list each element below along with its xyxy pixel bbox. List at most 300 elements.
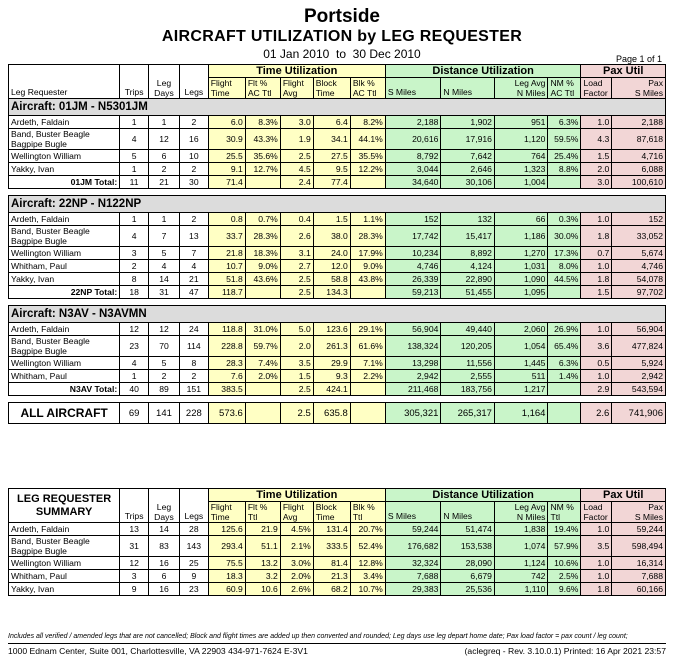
- cell: [350, 383, 385, 396]
- cell: 134.3: [313, 286, 350, 299]
- cell: 13.2: [245, 557, 280, 570]
- requester-row: [9, 273, 666, 286]
- cell: 1,074: [494, 536, 548, 557]
- footer-divider: [8, 643, 666, 644]
- cell: 15,417: [441, 226, 495, 247]
- cell: 11: [120, 176, 149, 189]
- cell: 2: [179, 116, 208, 129]
- page-number: Page 1 of 1: [615, 54, 662, 64]
- cell: 69: [120, 403, 149, 424]
- summary-col-flight-time: Flight Time: [208, 502, 245, 523]
- cell: 1,120: [494, 129, 548, 150]
- cell: 7: [149, 226, 180, 247]
- cell: [350, 286, 385, 299]
- summary-col-nm-pct: NM % Ttl: [548, 502, 581, 523]
- col-flt-pct: Flt % AC Ttl: [245, 78, 280, 99]
- col-nm-pct: NM % AC Ttl: [548, 78, 581, 99]
- cell: 10.6%: [548, 557, 581, 570]
- cell: 52.4%: [350, 536, 385, 557]
- cell: 51.1: [245, 536, 280, 557]
- cell: 87,618: [612, 129, 666, 150]
- cell: 9.1: [208, 163, 245, 176]
- cell: 333.5: [313, 536, 350, 557]
- aircraft-label: Aircraft: 01JM - N5301JM: [9, 99, 666, 116]
- cell: 17.3%: [548, 247, 581, 260]
- cell: 43.3%: [245, 129, 280, 150]
- cell: 0.5: [581, 357, 612, 370]
- requester-row: [9, 226, 666, 247]
- row-label: Wellington William: [9, 357, 120, 370]
- cell: 2,942: [385, 370, 441, 383]
- aircraft-total-row: [9, 383, 666, 396]
- cell: 6.0: [208, 116, 245, 129]
- cell: 1.0: [581, 523, 612, 536]
- requester-row: [9, 357, 666, 370]
- cell: 6,679: [441, 570, 495, 583]
- summary-col-legs: Legs: [179, 489, 208, 523]
- cell: 1.5: [313, 213, 350, 226]
- all-aircraft-row: [9, 403, 666, 424]
- cell: 22,890: [441, 273, 495, 286]
- cell: 4,746: [385, 260, 441, 273]
- row-label: Wellington William: [9, 247, 120, 260]
- cell: 34.1: [313, 129, 350, 150]
- cell: 51,474: [441, 523, 495, 536]
- summary-title: LEG REQUESTER SUMMARY: [9, 489, 120, 523]
- cell: 3: [120, 247, 149, 260]
- cell: 97,702: [612, 286, 666, 299]
- cell: 33.7: [208, 226, 245, 247]
- cell: 1,270: [494, 247, 548, 260]
- cell: 10: [179, 150, 208, 163]
- cell: 68.2: [313, 583, 350, 596]
- summary-row: [9, 536, 666, 557]
- cell: 261.3: [313, 336, 350, 357]
- cell: 1,095: [494, 286, 548, 299]
- cell: 24: [179, 323, 208, 336]
- summary-group-pax: Pax Util: [581, 489, 666, 502]
- cell: 8: [120, 273, 149, 286]
- cell: 10.6: [245, 583, 280, 596]
- cell: 118.8: [208, 323, 245, 336]
- cell: 44.1%: [350, 129, 385, 150]
- row-label: ALL AIRCRAFT: [9, 403, 120, 424]
- summary-group-header-row: [9, 489, 666, 502]
- cell: 1.0: [581, 370, 612, 383]
- cell: 2.5%: [548, 570, 581, 583]
- cell: 3.5: [280, 357, 313, 370]
- cell: 118.7: [208, 286, 245, 299]
- date-to-label: to: [335, 47, 346, 61]
- cell: 54,078: [612, 273, 666, 286]
- summary-col-block-time: Block Time: [313, 502, 350, 523]
- row-label: 01JM Total:: [9, 176, 120, 189]
- cell: 8.0%: [548, 260, 581, 273]
- cell: 2.4: [280, 176, 313, 189]
- cell: 10.7: [208, 260, 245, 273]
- row-label: Ardeth, Faldain: [9, 523, 120, 536]
- cell: 2,555: [441, 370, 495, 383]
- cell: 3.6: [581, 336, 612, 357]
- col-leg-days: Leg Days: [149, 65, 180, 99]
- cell: 0.7%: [245, 213, 280, 226]
- cell: 3,044: [385, 163, 441, 176]
- cell: 2.2%: [350, 370, 385, 383]
- cell: 1,186: [494, 226, 548, 247]
- summary-col-flt-pct: Flt % Ttl: [245, 502, 280, 523]
- cell: 4,716: [612, 150, 666, 163]
- cell: 9.5: [313, 163, 350, 176]
- cell: 138,324: [385, 336, 441, 357]
- cell: 951: [494, 116, 548, 129]
- cell: 56,904: [385, 323, 441, 336]
- cell: 35.6%: [245, 150, 280, 163]
- row-label: Ardeth, Faldain: [9, 116, 120, 129]
- cell: 28.3: [208, 357, 245, 370]
- cell: 89: [149, 383, 180, 396]
- date-from: 01 Jan 2010: [263, 47, 330, 61]
- cell: 27.5: [313, 150, 350, 163]
- section-spacer: [9, 396, 666, 403]
- cell: 8,892: [441, 247, 495, 260]
- cell: 123.6: [313, 323, 350, 336]
- cell: 4: [120, 226, 149, 247]
- cell: 2.5: [280, 403, 313, 424]
- cell: 17,916: [441, 129, 495, 150]
- cell: 1,054: [494, 336, 548, 357]
- cell: 43.8%: [350, 273, 385, 286]
- cell: 2,188: [385, 116, 441, 129]
- cell: 18: [120, 286, 149, 299]
- cell: 7,688: [612, 570, 666, 583]
- report-title: AIRCRAFT UTILIZATION by LEG REQUESTER: [161, 28, 523, 45]
- cell: 25.4%: [548, 150, 581, 163]
- cell: 2.9: [581, 383, 612, 396]
- cell: 1.0: [581, 213, 612, 226]
- cell: 141: [149, 403, 180, 424]
- col-flight-avg: Flight Avg: [280, 78, 313, 99]
- cell: 1.0: [581, 570, 612, 583]
- cell: 6: [149, 570, 180, 583]
- cell: 4,746: [612, 260, 666, 273]
- cell: [245, 286, 280, 299]
- group-time: Time Utilization: [208, 65, 385, 78]
- row-label: Band, Buster Beagle Bagpipe Bugle: [9, 336, 120, 357]
- cell: 47: [179, 286, 208, 299]
- cell: 18.3%: [245, 247, 280, 260]
- cell: 6.3%: [548, 116, 581, 129]
- cell: 3: [120, 570, 149, 583]
- cell: 4: [120, 129, 149, 150]
- cell: 66: [494, 213, 548, 226]
- cell: 9: [179, 570, 208, 583]
- cell: 20,616: [385, 129, 441, 150]
- cell: 2,060: [494, 323, 548, 336]
- cell: 4.5: [280, 163, 313, 176]
- cell: 2.1%: [280, 536, 313, 557]
- summary-col-pax-smiles: Pax S Miles: [612, 502, 666, 523]
- cell: 1,031: [494, 260, 548, 273]
- cell: 51.8: [208, 273, 245, 286]
- cell: 33,052: [612, 226, 666, 247]
- cell: 31.0%: [245, 323, 280, 336]
- cell: 25.5: [208, 150, 245, 163]
- cell: 2.0: [280, 336, 313, 357]
- col-legs: Legs: [179, 65, 208, 99]
- cell: 2.5: [280, 383, 313, 396]
- cell: 4: [149, 260, 180, 273]
- cell: 5,674: [612, 247, 666, 260]
- row-label: Wellington William: [9, 557, 120, 570]
- cell: 7.4%: [245, 357, 280, 370]
- cell: 1: [120, 213, 149, 226]
- cell: 3.0: [581, 176, 612, 189]
- row-label: Whitham, Paul: [9, 370, 120, 383]
- cell: 23: [120, 336, 149, 357]
- summary-table: [8, 488, 666, 596]
- aircraft-total-row: [9, 286, 666, 299]
- cell: 183,756: [441, 383, 495, 396]
- cell: 3.0%: [280, 557, 313, 570]
- cell: 59.7%: [245, 336, 280, 357]
- cell: 13: [179, 226, 208, 247]
- cell: 511: [494, 370, 548, 383]
- aircraft-section-header: [9, 196, 666, 213]
- cell: 60,166: [612, 583, 666, 596]
- cell: 2,646: [441, 163, 495, 176]
- cell: 764: [494, 150, 548, 163]
- cell: 1,902: [441, 116, 495, 129]
- cell: 29.9: [313, 357, 350, 370]
- row-label: Ardeth, Faldain: [9, 323, 120, 336]
- cell: 21.3: [313, 570, 350, 583]
- cell: 3.5: [581, 536, 612, 557]
- cell: 71.4: [208, 176, 245, 189]
- col-blk-pct: Blk % AC Ttl: [350, 78, 385, 99]
- cell: 30: [179, 176, 208, 189]
- cell: 9.6%: [548, 583, 581, 596]
- cell: 35.5%: [350, 150, 385, 163]
- cell: [548, 403, 581, 424]
- footer-address: 1000 Ednam Center, Suite 001, Charlottesville, VA 22903 434-971-7624 E-3V1: [8, 646, 308, 656]
- cell: 57.9%: [548, 536, 581, 557]
- cell: 1.8: [581, 226, 612, 247]
- cell: 1: [120, 116, 149, 129]
- summary-group-time: Time Utilization: [208, 489, 385, 502]
- cell: 7,688: [385, 570, 441, 583]
- aircraft-total-row: [9, 176, 666, 189]
- cell: 120,205: [441, 336, 495, 357]
- cell: 7: [179, 247, 208, 260]
- cell: 8: [179, 357, 208, 370]
- cell: 2: [179, 163, 208, 176]
- cell: 1,090: [494, 273, 548, 286]
- group-header-row: [9, 65, 666, 78]
- cell: 5,924: [612, 357, 666, 370]
- section-spacer: [9, 299, 666, 306]
- cell: 12.0: [313, 260, 350, 273]
- cell: 5: [149, 247, 180, 260]
- cell: 1.5: [581, 150, 612, 163]
- cell: 7,642: [441, 150, 495, 163]
- cell: 6.3%: [548, 357, 581, 370]
- cell: 1: [120, 370, 149, 383]
- cell: 2.7: [280, 260, 313, 273]
- cell: 28: [179, 523, 208, 536]
- cell: 2.6: [280, 226, 313, 247]
- cell: [245, 176, 280, 189]
- cell: 12: [149, 323, 180, 336]
- cell: 3.2: [245, 570, 280, 583]
- cell: 30.9: [208, 129, 245, 150]
- row-label: Band, Buster Beagle Bagpipe Bugle: [9, 226, 120, 247]
- cell: 2.5: [280, 286, 313, 299]
- cell: 152: [385, 213, 441, 226]
- cell: [350, 176, 385, 189]
- cell: 543,594: [612, 383, 666, 396]
- aircraft-label: Aircraft: 22NP - N122NP: [9, 196, 666, 213]
- row-label: Whitham, Paul: [9, 570, 120, 583]
- cell: 58.8: [313, 273, 350, 286]
- cell: 19.4%: [548, 523, 581, 536]
- aircraft-sections: [9, 99, 666, 424]
- requester-row: [9, 116, 666, 129]
- cell: 31: [149, 286, 180, 299]
- cell: 28,090: [441, 557, 495, 570]
- cell: 125.6: [208, 523, 245, 536]
- cell: 2.0%: [280, 570, 313, 583]
- cell: 1,004: [494, 176, 548, 189]
- cell: 16,314: [612, 557, 666, 570]
- cell: 17.9%: [350, 247, 385, 260]
- cell: 44.5%: [548, 273, 581, 286]
- cell: 2,188: [612, 116, 666, 129]
- row-label: Ardeth, Faldain: [9, 213, 120, 226]
- cell: 1.5: [581, 286, 612, 299]
- cell: 77.4: [313, 176, 350, 189]
- summary-col-leg-days: Leg Days: [149, 489, 180, 523]
- cell: 8.8%: [548, 163, 581, 176]
- row-label: N3AV Total:: [9, 383, 120, 396]
- cell: 12.2%: [350, 163, 385, 176]
- cell: 1,838: [494, 523, 548, 536]
- requester-row: [9, 323, 666, 336]
- col-block-time: Block Time: [313, 78, 350, 99]
- summary-row: [9, 523, 666, 536]
- cell: 1: [120, 163, 149, 176]
- group-pax: Pax Util: [581, 65, 666, 78]
- cell: 12.8%: [350, 557, 385, 570]
- col-load-factor: Load Factor: [581, 78, 612, 99]
- cell: 598,494: [612, 536, 666, 557]
- cell: 1.9: [280, 129, 313, 150]
- cell: 4: [179, 260, 208, 273]
- cell: 131.4: [313, 523, 350, 536]
- row-label: Band, Buster Beagle Bagpipe Bugle: [9, 129, 120, 150]
- summary-col-load-factor: Load Factor: [581, 502, 612, 523]
- cell: 100,610: [612, 176, 666, 189]
- requester-row: [9, 260, 666, 273]
- section-spacer: [9, 189, 666, 196]
- cell: 13: [120, 523, 149, 536]
- col-n-miles: N Miles: [441, 78, 495, 99]
- cell: 29.1%: [350, 323, 385, 336]
- row-label: Yakky, Ivan: [9, 273, 120, 286]
- cell: 1,323: [494, 163, 548, 176]
- col-trips: Trips: [120, 65, 149, 99]
- requester-row: [9, 163, 666, 176]
- summary-rows: [9, 523, 666, 596]
- cell: 1,110: [494, 583, 548, 596]
- cell: 51,455: [441, 286, 495, 299]
- cell: 2: [149, 370, 180, 383]
- cell: 26.9%: [548, 323, 581, 336]
- cell: 1.5: [280, 370, 313, 383]
- cell: 61.6%: [350, 336, 385, 357]
- cell: 40: [120, 383, 149, 396]
- cell: 3.1: [280, 247, 313, 260]
- row-label: Wellington William: [9, 150, 120, 163]
- cell: 8,792: [385, 150, 441, 163]
- cell: 13,298: [385, 357, 441, 370]
- cell: 23: [179, 583, 208, 596]
- cell: 6: [149, 150, 180, 163]
- cell: 741,906: [612, 403, 666, 424]
- cell: 9.3: [313, 370, 350, 383]
- cell: 2.5: [280, 273, 313, 286]
- cell: 10.7%: [350, 583, 385, 596]
- cell: [350, 403, 385, 424]
- cell: 38.0: [313, 226, 350, 247]
- cell: 151: [179, 383, 208, 396]
- requester-row: [9, 213, 666, 226]
- cell: 9: [120, 583, 149, 596]
- cell: 20.7%: [350, 523, 385, 536]
- cell: 228.8: [208, 336, 245, 357]
- cell: 265,317: [441, 403, 495, 424]
- cell: [548, 383, 581, 396]
- cell: 0.7: [581, 247, 612, 260]
- cell: 153,538: [441, 536, 495, 557]
- cell: 10,234: [385, 247, 441, 260]
- summary-col-blk-pct: Blk % Ttl: [350, 502, 385, 523]
- cell: 0.3%: [548, 213, 581, 226]
- spacer-cell: [9, 299, 666, 306]
- cell: [245, 403, 280, 424]
- cell: 7.1%: [350, 357, 385, 370]
- cell: 12: [149, 129, 180, 150]
- cell: 59,213: [385, 286, 441, 299]
- cell: 31: [120, 536, 149, 557]
- spacer-cell: [9, 396, 666, 403]
- summary-row: [9, 557, 666, 570]
- cell: 6,088: [612, 163, 666, 176]
- cell: 28.3%: [350, 226, 385, 247]
- cell: 14: [149, 523, 180, 536]
- cell: 742: [494, 570, 548, 583]
- col-flight-time: Flight Time: [208, 78, 245, 99]
- cell: 383.5: [208, 383, 245, 396]
- cell: 21.8: [208, 247, 245, 260]
- cell: 1.8: [581, 273, 612, 286]
- cell: 635.8: [313, 403, 350, 424]
- cell: 1,124: [494, 557, 548, 570]
- cell: 2.5: [280, 150, 313, 163]
- row-label: 22NP Total:: [9, 286, 120, 299]
- summary-col-leg-avg: Leg Avg N Miles: [494, 502, 548, 523]
- summary-row: [9, 570, 666, 583]
- cell: 29,383: [385, 583, 441, 596]
